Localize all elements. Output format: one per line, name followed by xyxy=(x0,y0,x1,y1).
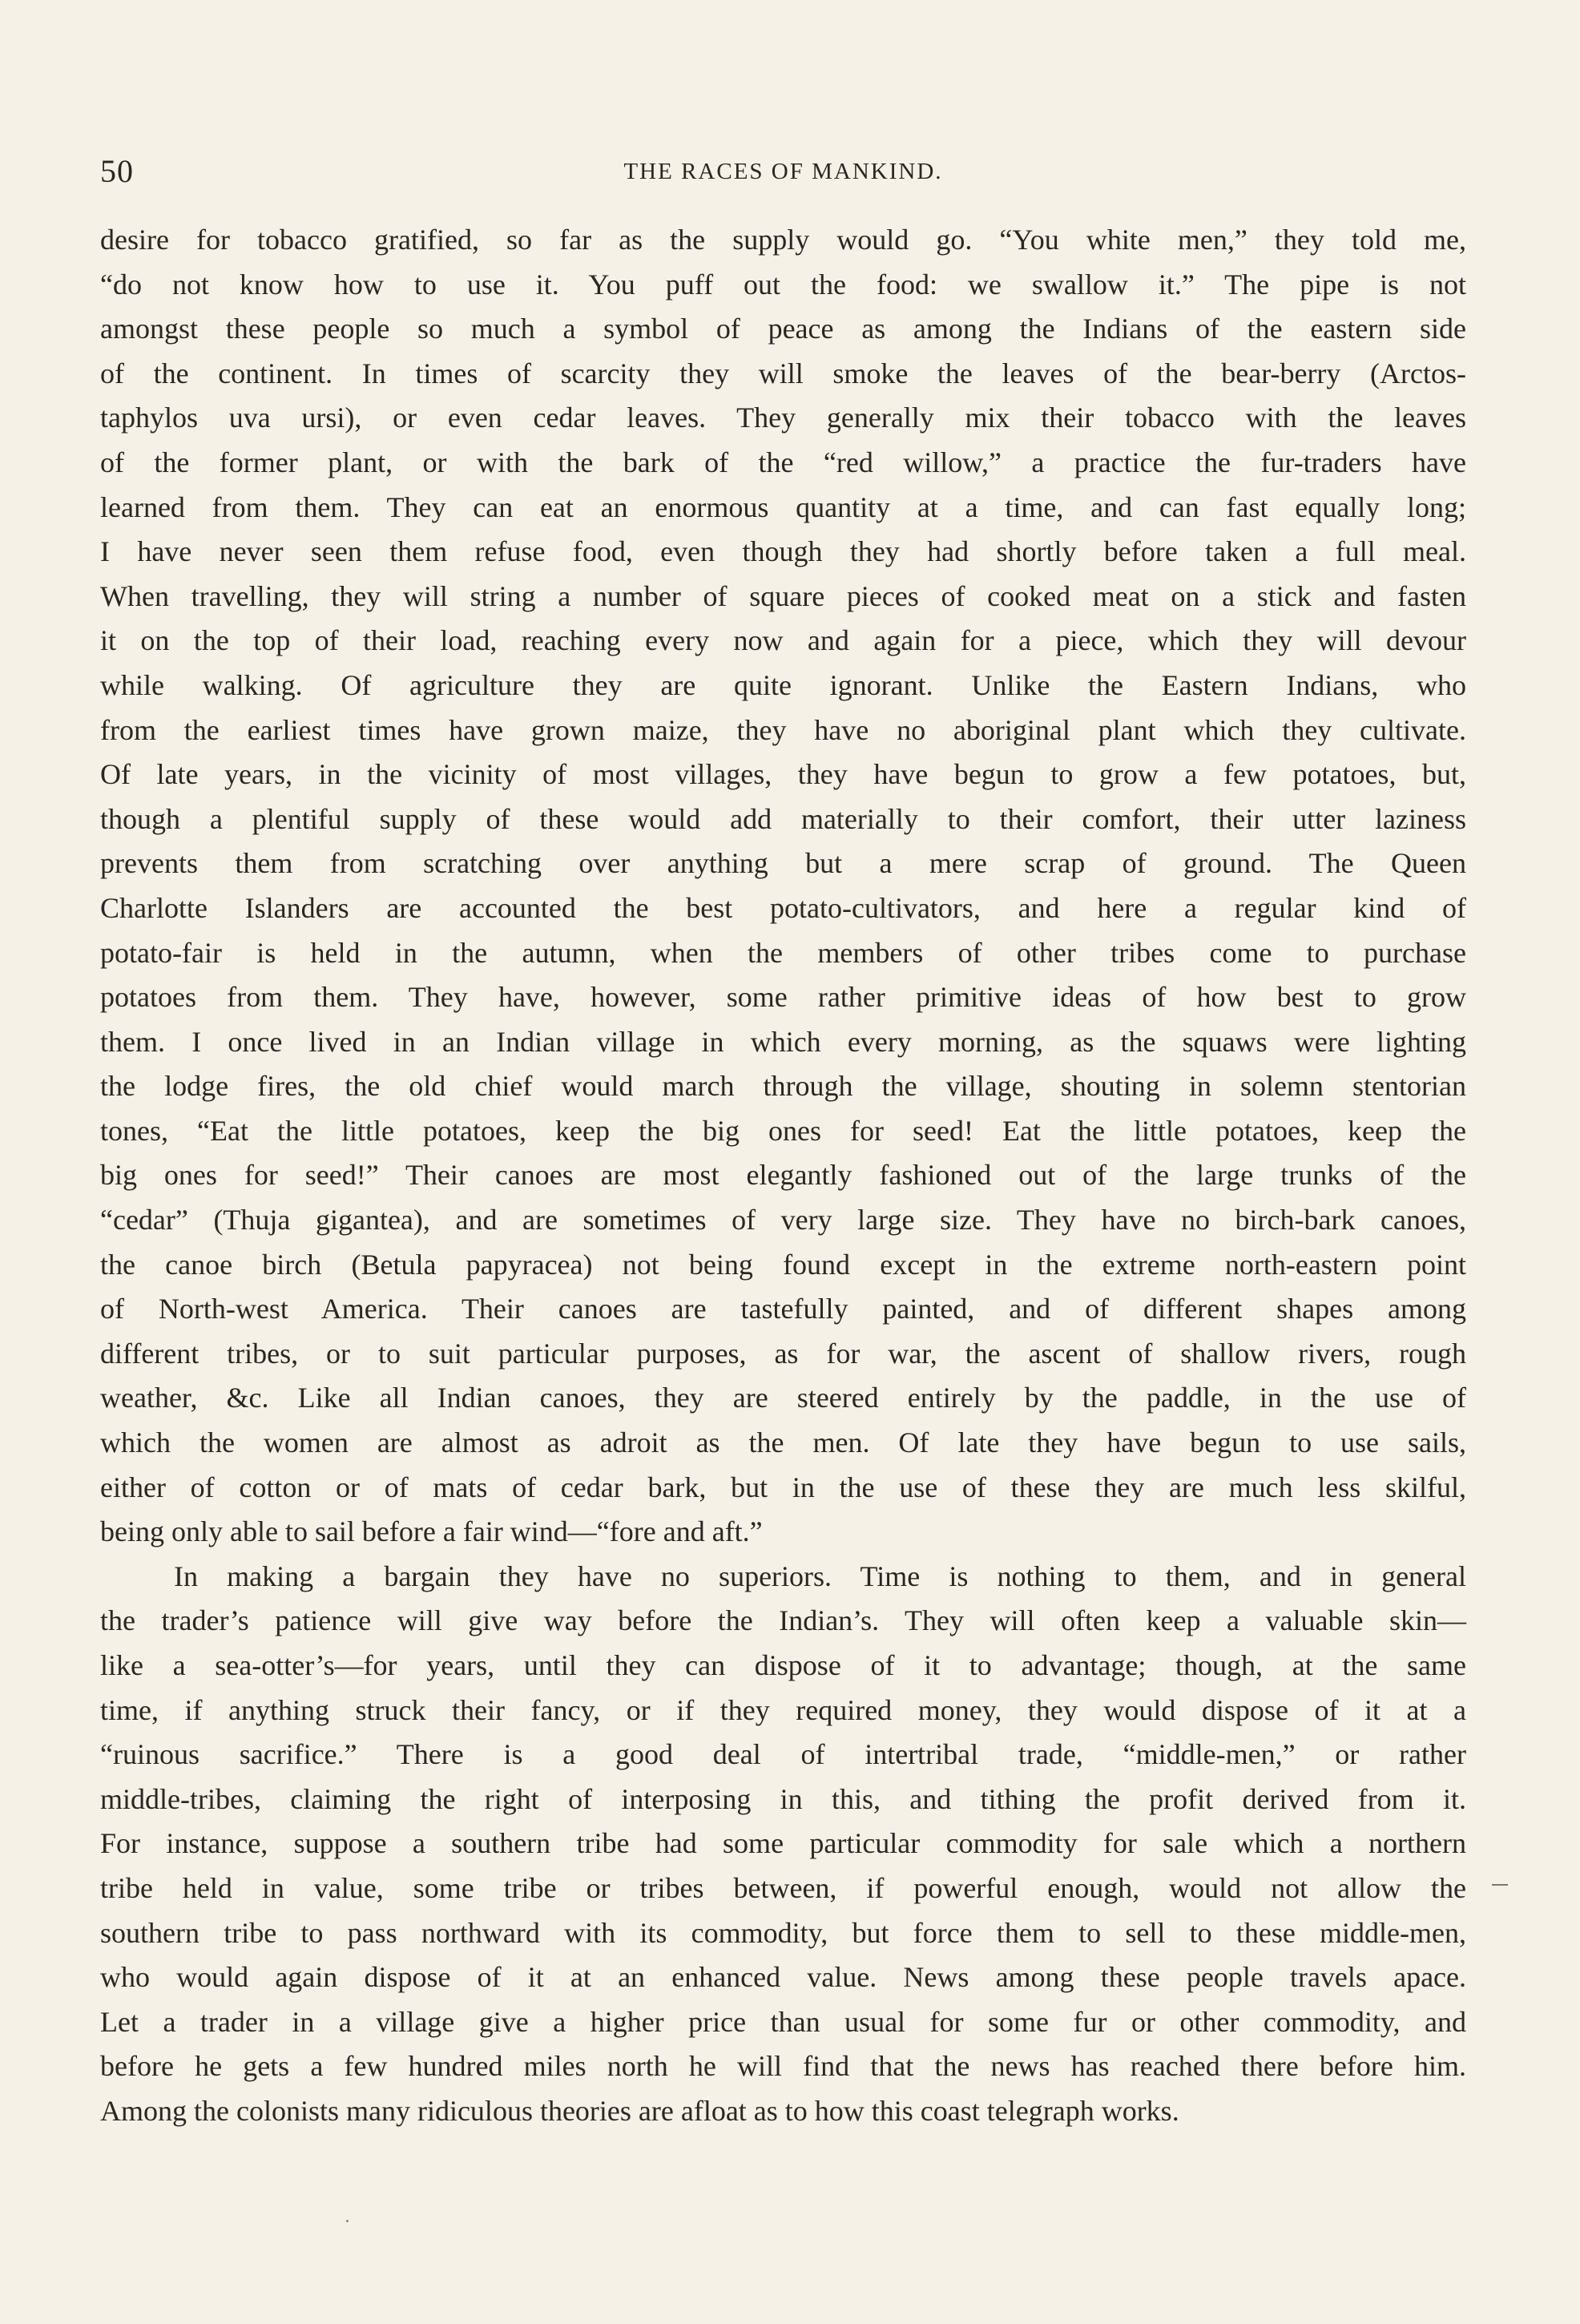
text-line: potatoes from them. They have, however, some rather primitive ideas of how best to grow xyxy=(100,981,1466,1014)
text-line: it on the top of their load, reaching every now and again for a piece, which they will devour xyxy=(100,624,1466,657)
text-line: learned from them. They can eat an enormous quantity at a time, and can fast equally long; xyxy=(100,490,1466,523)
text-line: though a plentiful supply of these would add materially to their comfort, their utter laziness xyxy=(100,802,1466,835)
text-line: the lodge fires, the old chief would march through the village, shouting in solemn stentorian xyxy=(100,1070,1466,1103)
text-line: from the earliest times have grown maize, they have no aboriginal plant which they cultivate. xyxy=(100,713,1466,746)
text-line: Of late years, in the vicinity of most villages, they have begun to grow a few potatoes, but, xyxy=(100,758,1466,791)
text-line: different tribes, or to suit particular purposes, as for war, the ascent of shallow rivers, rough xyxy=(100,1337,1466,1370)
page-number: 50 xyxy=(100,153,134,189)
text-line: the trader’s patience will give way before the Indian’s. They will often keep a valuable skin— xyxy=(100,1604,1466,1637)
text-line: “ruinous sacrifice.” There is a good deal of intertribal trade, “middle-men,” or rather xyxy=(100,1738,1466,1771)
text-line: them. I once lived in an Indian village in which every morning, as the squaws were lighting xyxy=(100,1025,1466,1058)
text-line: Charlotte Islanders are accounted the best potato-cultivators, and here a regular kind of xyxy=(100,891,1466,924)
text-line: who would again dispose of it at an enhanced value. News among these people travels apace. xyxy=(100,1961,1466,1994)
paper-speck xyxy=(346,2220,349,2222)
text-line: which the women are almost as adroit as the men. Of late they have begun to use sails, xyxy=(100,1426,1466,1459)
text-line: big ones for seed!” Their canoes are most elegantly fashioned out of the large trunks of the xyxy=(100,1159,1466,1192)
text-line: amongst these people so much a symbol of peace as among the Indians of the eastern side xyxy=(100,313,1466,345)
text-line: tones, “Eat the little potatoes, keep the big ones for seed! Eat the little potatoes, keep the xyxy=(100,1114,1466,1147)
text-line: of North-west America. Their canoes are tastefully painted, and of different shapes among xyxy=(100,1293,1466,1325)
text-line: taphylos uva ursi), or even cedar leaves. They generally mix their tobacco with the leaves xyxy=(100,401,1466,434)
text-line: potato-fair is held in the autumn, when the members of other tribes come to purchase xyxy=(100,936,1466,969)
running-title: THE RACES OF MANKIND. xyxy=(623,159,943,184)
body-text xyxy=(100,218,1466,2134)
text-line: tribe held in value, some tribe or tribes between, if powerful enough, would not allow the xyxy=(100,1871,1466,1904)
text-line: of the continent. In times of scarcity they will smoke the leaves of the bear-berry (Arctos- xyxy=(100,357,1466,389)
text-line: I have never seen them refuse food, even though they had shortly before taken a full meal. xyxy=(100,535,1466,568)
text-line: like a sea-otter’s—for years, until they can dispose of it to advantage; though, at the same xyxy=(100,1649,1466,1681)
text-line: Let a trader in a village give a higher price than usual for some fur or other commodity, and xyxy=(100,2005,1466,2038)
page-header xyxy=(100,152,1466,192)
text-line: middle-tribes, claiming the right of interposing in this, and tithing the profit derived from it. xyxy=(100,1782,1466,1815)
text-line: Among the colonists many ridiculous theories are afloat as to how this coast telegraph works. xyxy=(100,2094,1179,2127)
margin-mark xyxy=(1492,1884,1508,1886)
text-line: When travelling, they will string a number of square pieces of cooked meat on a stick and fasten xyxy=(100,579,1466,612)
text-line: “cedar” (Thuja gigantea), and are sometimes of very large size. They have no birch-bark canoes, xyxy=(100,1204,1466,1237)
text-line: of the former plant, or with the bark of the “red willow,” a practice the fur-traders have xyxy=(100,446,1466,478)
text-line: For instance, suppose a southern tribe had some particular commodity for sale which a northern xyxy=(100,1827,1466,1860)
text-line: before he gets a few hundred miles north he will find that the news has reached there before him. xyxy=(100,2050,1466,2083)
text-line: In making a bargain they have no superiors. Time is nothing to them, and in general xyxy=(174,1559,1466,1592)
text-line: time, if anything struck their fancy, or if they required money, they would dispose of it at a xyxy=(100,1693,1466,1726)
text-line: desire for tobacco gratified, so far as the supply would go. “You white men,” they told me, xyxy=(100,224,1466,256)
text-line: while walking. Of agriculture they are quite ignorant. Unlike the Eastern Indians, who xyxy=(100,668,1466,701)
text-line: weather, &c. Like all Indian canoes, they are steered entirely by the paddle, in the use of xyxy=(100,1382,1466,1414)
text-line: being only able to sail before a fair wind—“fore and aft.” xyxy=(100,1515,763,1548)
text-line: either of cotton or of mats of cedar bark, but in the use of these they are much less skilful, xyxy=(100,1471,1466,1503)
text-line: southern tribe to pass northward with its commodity, but force them to sell to these middle-men, xyxy=(100,1916,1466,1949)
text-line: “do not know how to use it. You puff out the food: we swallow it.” The pipe is not xyxy=(100,268,1466,301)
text-line: prevents them from scratching over anything but a mere scrap of ground. The Queen xyxy=(100,847,1466,880)
text-line: the canoe birch (Betula papyracea) not being found except in the extreme north-eastern point xyxy=(100,1248,1466,1281)
